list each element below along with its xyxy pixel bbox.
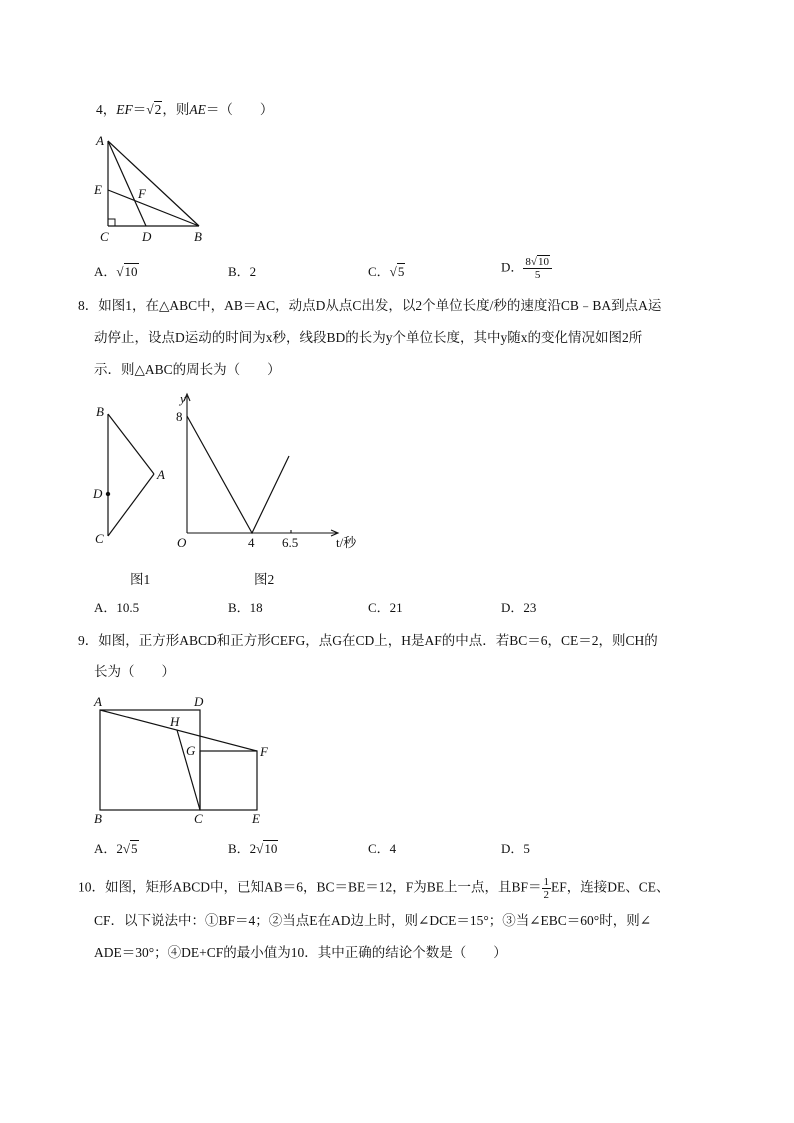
q9-seg-hc	[177, 730, 200, 810]
q7-seg-ad	[108, 141, 146, 226]
q8-option-a[interactable]: A．10.5	[94, 600, 140, 615]
q7-label-b: B	[194, 229, 202, 244]
q8-fig2-label-origin: O	[177, 535, 187, 550]
q9-label-g: G	[186, 743, 196, 758]
q7-option-b[interactable]: B．2	[228, 264, 257, 279]
q8-option-c[interactable]: C．21	[368, 600, 403, 615]
q8-fig2-label-y: y	[180, 391, 186, 406]
q8-figure-1	[88, 398, 178, 558]
q8-line-1: 8．如图1，在△ABC中，AB＝AC，动点D从点C出发，以2个单位长度/秒的速度沿CB﹣BA到点A运	[78, 298, 662, 313]
q9-label-d: D	[194, 694, 204, 709]
q8-fig2-label-8: 8	[176, 409, 183, 424]
q7-seg-eb	[108, 190, 199, 226]
q9-label-f: F	[260, 744, 268, 759]
q9-label-h: H	[170, 714, 180, 729]
q8-fig2-label-x-axis: t/秒	[336, 535, 357, 550]
q7-right-angle-mark	[108, 219, 115, 226]
q7-option-c[interactable]: C．√5	[368, 264, 405, 279]
q9-label-a: A	[94, 694, 102, 709]
q8-fig1-seg-ca	[108, 474, 154, 536]
q8-fig1-seg-ba	[108, 414, 154, 474]
q7-label-c: C	[100, 229, 109, 244]
q8-caption-2: 图2	[254, 572, 275, 587]
q8-fig1-point-d	[106, 492, 110, 496]
q8-line-2: 动停止，设点D运动的时间为x秒，线段BD的长为y个单位长度，其中y随x的变化情况如图2所	[94, 330, 643, 345]
q10-fraction: $\frac{1}{2}$	[543, 876, 550, 901]
q7-label-e: E	[94, 182, 102, 197]
q9-option-d[interactable]: D．5	[501, 841, 530, 856]
q7-label-f: F	[138, 186, 146, 201]
q8-fig1-label-b: B	[96, 404, 104, 419]
q7-seg-ab	[108, 141, 199, 226]
q8-fig1-label-d: D	[93, 486, 103, 501]
q9-figure	[88, 690, 278, 830]
q10-line-1: 10．如图，矩形ABCD中，已知AB＝6，BC＝BE＝12，F为BE上一点，且BF＝ $\frac{1}{2}$ EF，连接DE、CE、	[78, 876, 670, 901]
q8-option-b[interactable]: B．18	[228, 600, 263, 615]
q7-option-d[interactable]: D． $\frac{8√10}{5}$	[501, 256, 552, 281]
q8-fig1-label-c: C	[95, 531, 104, 546]
q9-line-1: 9．如图，正方形ABCD和正方形CEFG，点G在CD上，H是AF的中点．若BC＝6，CE＝2，则CH的	[78, 633, 658, 648]
q8-fig2-label-6-5: 6.5	[282, 535, 299, 550]
q10-line-3: ADE＝30°；④DE+CF的最小值为10．其中正确的结论个数是（ ）	[94, 945, 507, 960]
q9-option-c[interactable]: C．4	[368, 841, 397, 856]
q9-option-a[interactable]: A．2√5	[94, 841, 138, 856]
q9-label-e: E	[252, 811, 260, 826]
q9-label-b: B	[94, 811, 102, 826]
q8-line-3: 示．则△ABC的周长为（ ）	[94, 362, 281, 377]
q8-fig2-label-4: 4	[248, 535, 255, 550]
q8-caption-1: 图1	[130, 572, 151, 587]
q7-stem: 4，EF＝√2，则AE＝（ ）	[96, 102, 274, 117]
q9-square-abcd	[100, 710, 200, 810]
q9-option-b[interactable]: B．2√10	[228, 841, 278, 856]
q8-option-d[interactable]: D．23	[501, 600, 537, 615]
q7-option-d-fraction: $\frac{8√10}{5}$	[523, 256, 552, 281]
q8-fig1-label-a: A	[157, 467, 165, 482]
q9-line-2: 长为（ ）	[94, 664, 175, 679]
q9-label-c: C	[194, 811, 203, 826]
q7-option-a[interactable]: A．√10	[94, 264, 138, 279]
q10-line-2: CF．以下说法中：①BF＝4；②当点E在AD边上时，则∠DCE＝15°；③当∠EBC＝60°时，则∠	[94, 913, 652, 928]
q8-fig2-graph-line	[187, 416, 289, 533]
q7-label-a: A	[96, 133, 104, 148]
q7-label-d: D	[142, 229, 152, 244]
q7-figure	[88, 128, 218, 248]
q9-square-cefg	[200, 751, 257, 810]
q8-figure-2	[170, 390, 370, 560]
